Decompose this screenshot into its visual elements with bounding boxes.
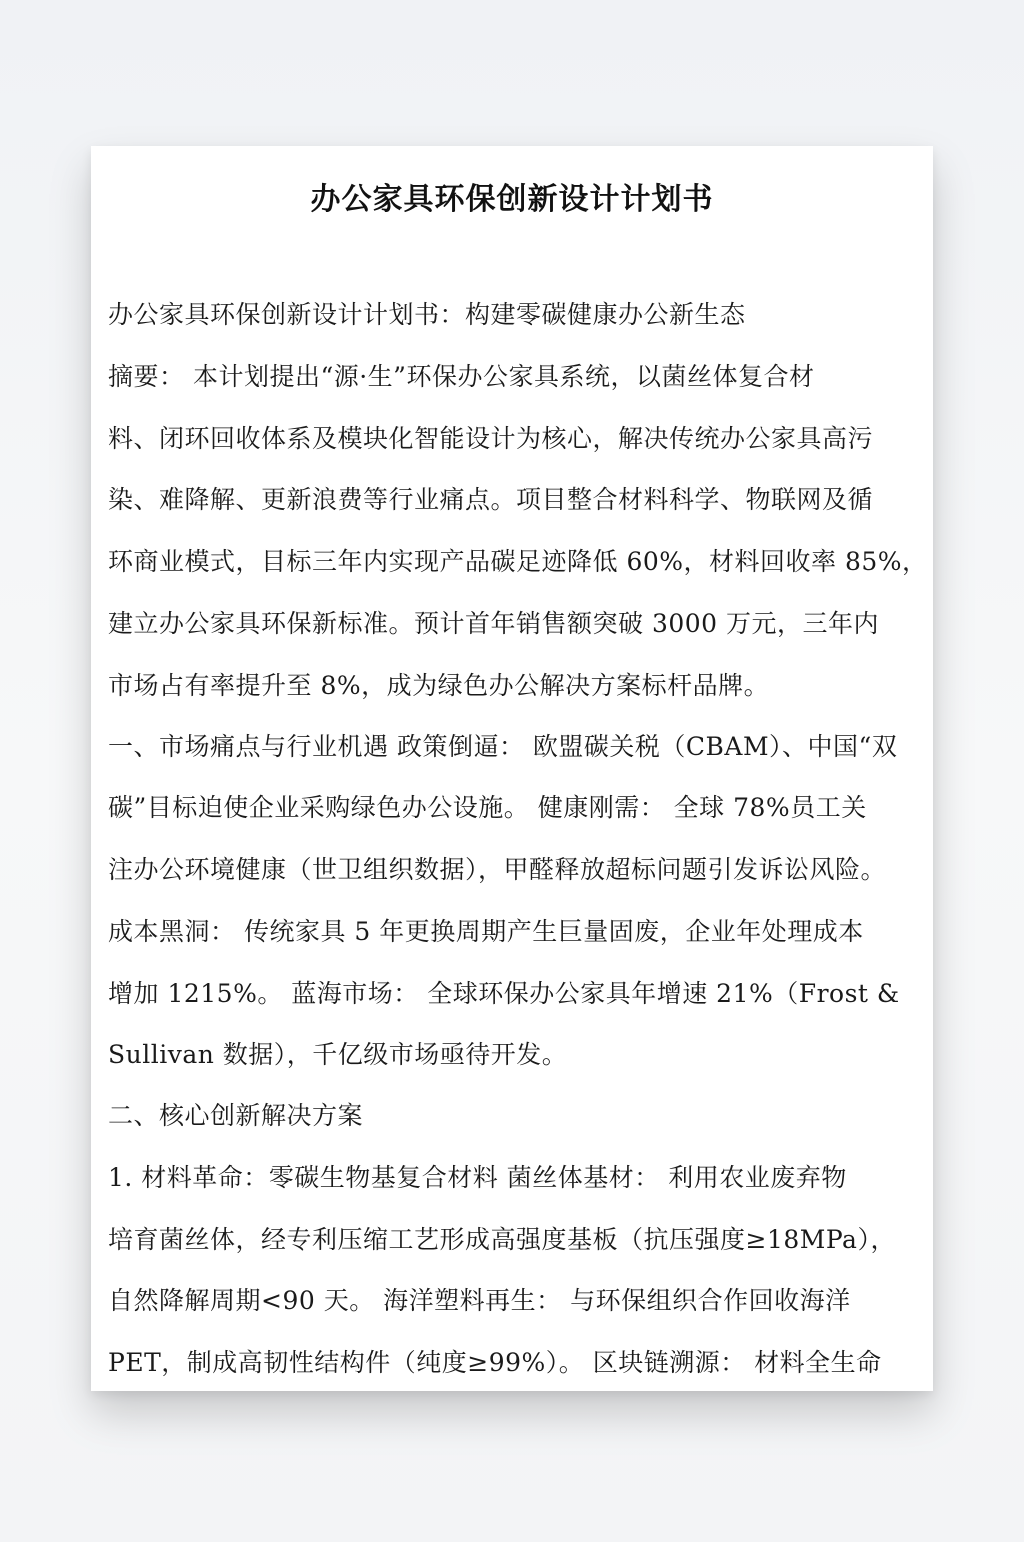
body-line: 注办公环境健康（世卫组织数据），甲醛释放超标问题引发诉讼风险。: [108, 855, 887, 884]
body-line: 染、难降解、更新浪费等行业痛点。项目整合材料科学、物联网及循: [108, 485, 874, 514]
document-title: 办公家具环保创新设计计划书: [310, 182, 714, 217]
body-line: 增加 1215%。 蓝海市场： 全球环保办公家具年增速 21%（Frost &: [108, 979, 900, 1008]
body-line: 办公家具环保创新设计计划书：构建零碳健康办公新生态: [108, 300, 746, 329]
body-line: 培育菌丝体，经专利压缩工艺形成高强度基板（抗压强度≥18MPa），: [108, 1225, 896, 1254]
body-line: 市场占有率提升至 8%，成为绿色办公解决方案标杆品牌。: [108, 671, 770, 700]
body-line: 成本黑洞： 传统家具 5 年更换周期产生巨量固废，企业年处理成本: [108, 917, 864, 946]
document-page: [91, 146, 933, 1391]
body-line: 自然降解周期<90 天。 海洋塑料再生： 与环保组织合作回收海洋: [108, 1286, 851, 1315]
body-line: 环商业模式，目标三年内实现产品碳足迹降低 60%，材料回收率 85%，: [108, 547, 928, 576]
body-line: 建立办公家具环保新标准。预计首年销售额突破 3000 万元，三年内: [108, 609, 880, 638]
body-line: Sullivan 数据），千亿级市场亟待开发。: [108, 1040, 568, 1069]
body-line: PET，制成高韧性结构件（纯度≥99%）。 区块链溯源： 材料全生命: [108, 1348, 882, 1377]
body-line: 碳”目标迫使企业采购绿色办公设施。 健康刚需： 全球 78%员工关: [108, 793, 867, 822]
section-heading: 二、核心创新解决方案: [108, 1101, 364, 1130]
body-line: 料、闭环回收体系及模块化智能设计为核心，解决传统办公家具高污: [108, 424, 874, 453]
section-heading-line: 一、市场痛点与行业机遇 政策倒逼： 欧盟碳关税（CBAM）、中国“双: [108, 732, 898, 761]
body-line: 1. 材料革命：零碳生物基复合材料 菌丝体基材： 利用农业废弃物: [108, 1163, 847, 1192]
body-line: 摘要： 本计划提出“源·生”环保办公家具系统，以菌丝体复合材: [108, 362, 815, 391]
